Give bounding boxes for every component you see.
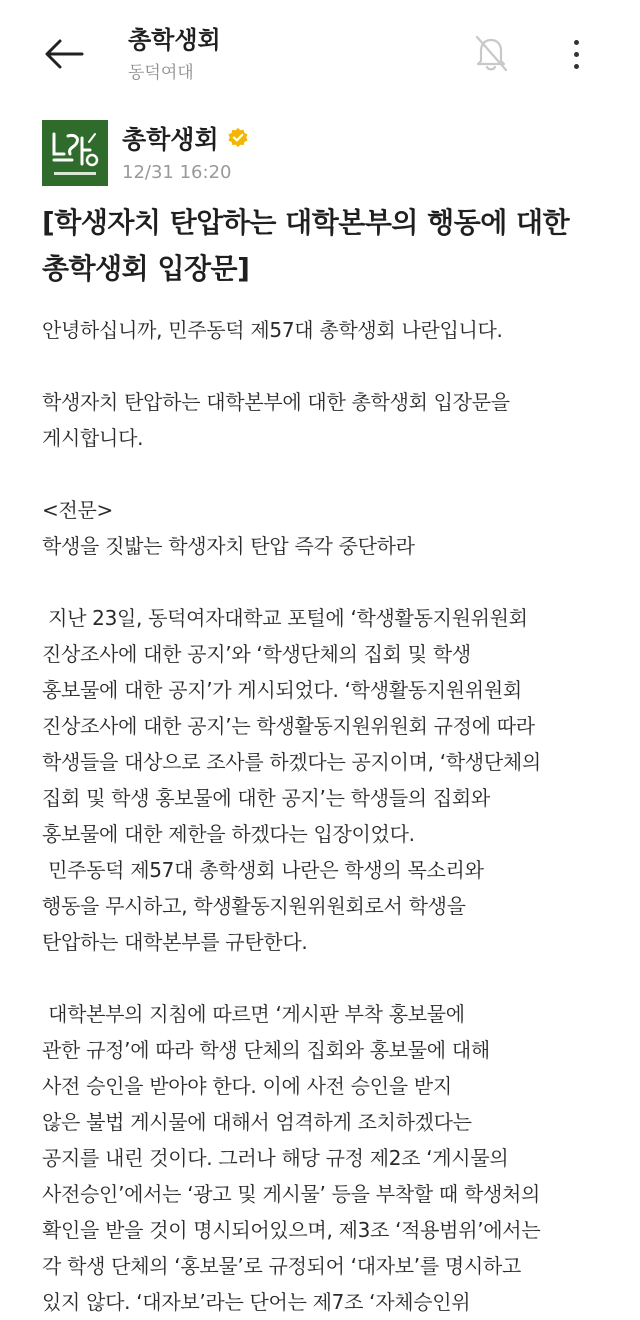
post-paragraph: 지난 23일, 동덕여자대학교 포털에 ‘학생활동지원위원회 진상조사에 대한 공지’와 ‘학생단체의 집회 및 학생 홍보물에 대한 공지’가 게시되었다. ‘학생활동지원위원회 진상조사에 대한 공지’는 학생활동지원위원회 규정에 따라 학생들을 대상으로 조사를 하겠다는 공지이며, ‘학생단체의 집회 및 학생 홍보물에 대한 공지’는 학생들의 집회와 홍보물에 대한 제한을 하겠다는 입장이었다. 민주동덕 제57대 총학생회 나란은 학생의 목소리와 행동을 무시하고, 학생활동지원위원회로서 학생을 탄압하는 대학본부를 규탄한다. (42, 606, 541, 954)
club-logo-icon (42, 120, 108, 186)
post-body (42, 312, 602, 1320)
bell-off-icon (469, 31, 513, 75)
avatar[interactable] (42, 120, 108, 186)
app-bar-title: 총학생회 (128, 26, 221, 54)
post-paragraph: 학생자치 탄압하는 대학본부에 대한 총학생회 입장문을 게시합니다. (42, 390, 510, 450)
post-paragraph: <전문> 학생을 짓밟는 학생자치 탄압 즉각 중단하라 (42, 498, 415, 558)
notification-toggle-button[interactable] (462, 26, 520, 80)
app-bar (0, 0, 640, 105)
author-name[interactable]: 총학생회 (122, 125, 219, 154)
back-button[interactable] (36, 28, 92, 80)
app-bar-subtitle: 동덕여대 (128, 63, 194, 83)
more-options-button[interactable] (556, 30, 596, 78)
verified-badge-icon (227, 127, 249, 149)
more-vertical-icon (574, 40, 579, 45)
author-info (122, 120, 249, 186)
post-timestamp: 12/31 16:20 (122, 162, 232, 183)
post-header (42, 120, 602, 190)
app-bar-title-group (128, 24, 221, 86)
post-title: [학생자치 탄압하는 대학본부의 행동에 대한 총학생회 입장문] (42, 206, 570, 285)
post-paragraph: 대학본부의 지침에 따르면 ‘게시판 부착 홍보물에 관한 규정’에 따라 학생 단체의 집회와 홍보물에 대해 사전 승인을 받아야 한다. 이에 사전 승인을 받지 않은 불법 게시물에 대해서 엄격하게 조치하겠다는 공지를 내린 것이다. 그러나 해당 규정 제2조 ‘게시물의 사전승인’에서는 ‘광고 및 게시물’ 등을 부착할 때 학생처의 확인을 받을 것이 명시되어있으며, 제3조 ‘적용범위’에서는 각 학생 단체의 ‘홍보물’로 규정되어 ‘대자보’를 명시하고 있지 않다. ‘대자보’라는 단어는 제7조 ‘자체승인위 (42, 1002, 541, 1314)
arrow-left-icon (44, 38, 84, 70)
post-paragraph: 안녕하십니까, 민주동덕 제57대 총학생회 나란입니다. (42, 318, 503, 342)
